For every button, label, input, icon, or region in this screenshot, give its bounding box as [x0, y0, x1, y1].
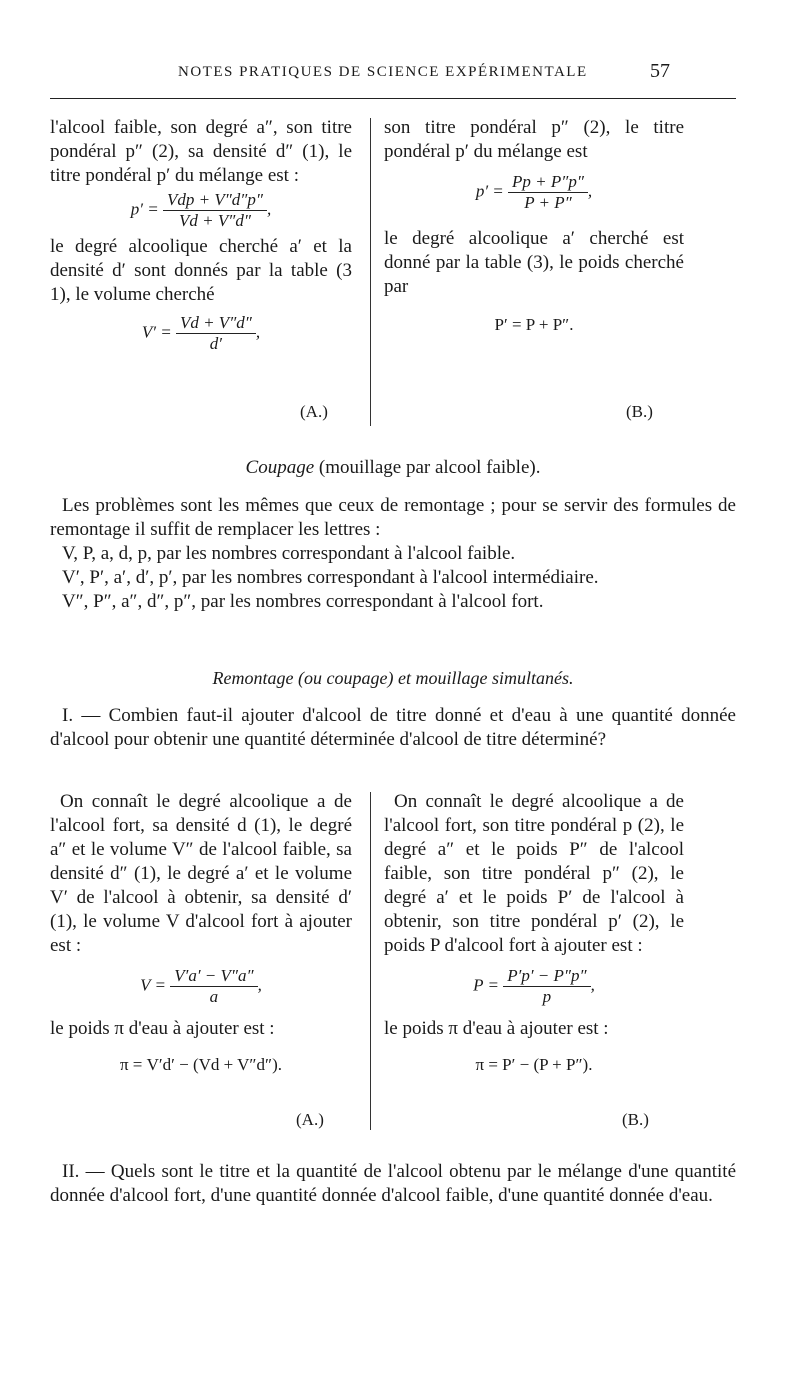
top-left-formula2: V′ = $\frac{Vd + V''d''}{d'}$ ,: [141, 313, 261, 353]
bottom-right-formula1: P = $\frac{P'p' - P''p''}{p}$ ,: [473, 966, 595, 1006]
coupage-line2: V′, P′, a′, d′, p′, par les nombres correspondant à l'alcool intermédiaire.: [62, 567, 599, 588]
bottom-left-formula2: π = V′d′ − (Vd + V″d″).: [119, 1055, 283, 1074]
question-two: II. — Quels sont le titre et la quantité de l'alcool obtenu par le mélange d'une quantité donnée d'alcool fort, d'une quantité donnée d'alcool faible, d'une quantité donnée d'eau.: [50, 1161, 736, 1206]
question-one: I. — Combien faut-il ajouter d'alcool de titre donné et d'eau à une quantité donnée d'alcool pour obtenir une quantité déterminée d'alcool de titre déterminé?: [50, 705, 736, 750]
column-divider: [370, 118, 371, 426]
top-left-column: [50, 116, 352, 354]
coupage-line1: V, P, a, d, p, par les nombres correspondant à l'alcool faible.: [62, 543, 516, 564]
fraction-numerator: Vdp + V″d″p″: [163, 190, 267, 211]
running-title: NOTES PRATIQUES DE SCIENCE EXPÉRIMENTALE: [178, 64, 588, 80]
fraction-denominator: d′: [209, 334, 223, 353]
formula-tag-a-bottom: (A.): [296, 1110, 324, 1129]
bottom-left-para1: On connaît le degré alcoolique a de l'alcool fort, sa densité d (1), le degré a″ et le volume V″ de l'alcool faible, sa densité d″ (1), le degré a′ et le volume V′ de l'alcool à obtenir, sa densité d′ (1), le volume V d'alcool fort à ajouter est :: [50, 791, 352, 956]
section-title-remontage: Remontage (ou coupage) et mouillage simultanés.: [212, 668, 574, 688]
coupage-line3: V″, P″, a″, d″, p″, par les nombres correspondant à l'alcool fort.: [62, 591, 544, 612]
bottom-right-para1: On connaît le degré alcoolique a de l'alcool fort, son titre pondéral p (2), le degré a″ et le poids P″ de l'alcool faible, son titre pondéral p″ (2), le degré a′ et le poids P′ de l'alcool à obtenir, son titre pondéral p′ (2), le poids P d'alcool fort à ajouter est :: [384, 791, 684, 956]
top-right-para2: le degré alcoolique a′ cherché est donné par la table (3), le poids cherché par: [384, 228, 684, 297]
fraction-denominator: a: [209, 987, 219, 1006]
bottom-right-column: [384, 790, 684, 1077]
bottom-right-para2: le poids π d'eau à ajouter est :: [384, 1018, 609, 1039]
coupage-intro: Les problèmes sont les mêmes que ceux de remontage ; pour se servir des formules de remontage il suffit de remplacer les lettres :: [50, 495, 736, 540]
top-right-formula1: p′ = $\frac{Pp + P''p''}{P + P''}$ ,: [475, 172, 593, 212]
top-right-para1: son titre pondéral p″ (2), le titre pondéral p′ du mélange est: [384, 117, 684, 162]
fraction-denominator: p: [542, 987, 552, 1006]
fraction-numerator: V′a′ − V″a″: [170, 966, 257, 987]
top-right-formula2: P′ = P + P″.: [494, 315, 574, 334]
header-rule: [50, 98, 736, 99]
formula-tag-a: (A.): [300, 402, 328, 421]
formula-tag-b-bottom: (B.): [622, 1110, 649, 1129]
top-left-formula1: p′ = $\frac{\text{Vdp + V″d″p″}}{Vd + V''d''}$ ,: [130, 190, 272, 230]
coupage-body: [50, 494, 736, 614]
column-divider-bottom: [370, 792, 371, 1130]
fraction-numerator: P′p′ − P″p″: [503, 966, 590, 987]
top-left-para1: l'alcool faible, son degré a″, son titre pondéral p″ (2), sa densité d″ (1), le titre pondéral p′ du mélange est :: [50, 117, 352, 186]
bottom-left-column: [50, 790, 352, 1077]
fraction-denominator: P + P″: [524, 193, 572, 212]
top-right-column: [384, 116, 684, 337]
fraction-numerator: Vd + V″d″: [176, 313, 256, 334]
bottom-left-formula1: V = $\frac{V'a' - V''a''}{a}$ ,: [140, 966, 262, 1006]
fraction-numerator: Pp + P″p″: [508, 172, 588, 193]
page-number: 57: [650, 60, 670, 82]
bottom-right-formula2: π = P′ − (P + P″).: [475, 1055, 593, 1074]
formula-tag-b: (B.): [626, 402, 653, 421]
top-left-para2: le degré alcoolique cherché a′ et la densité d′ sont donnés par la table (3 1), le volume cherché: [50, 236, 352, 305]
bottom-left-para2: le poids π d'eau à ajouter est :: [50, 1018, 275, 1039]
section-title-coupage: Coupage (mouillage par alcool faible).: [245, 457, 541, 478]
fraction-denominator: Vd + V″d″: [179, 211, 251, 230]
